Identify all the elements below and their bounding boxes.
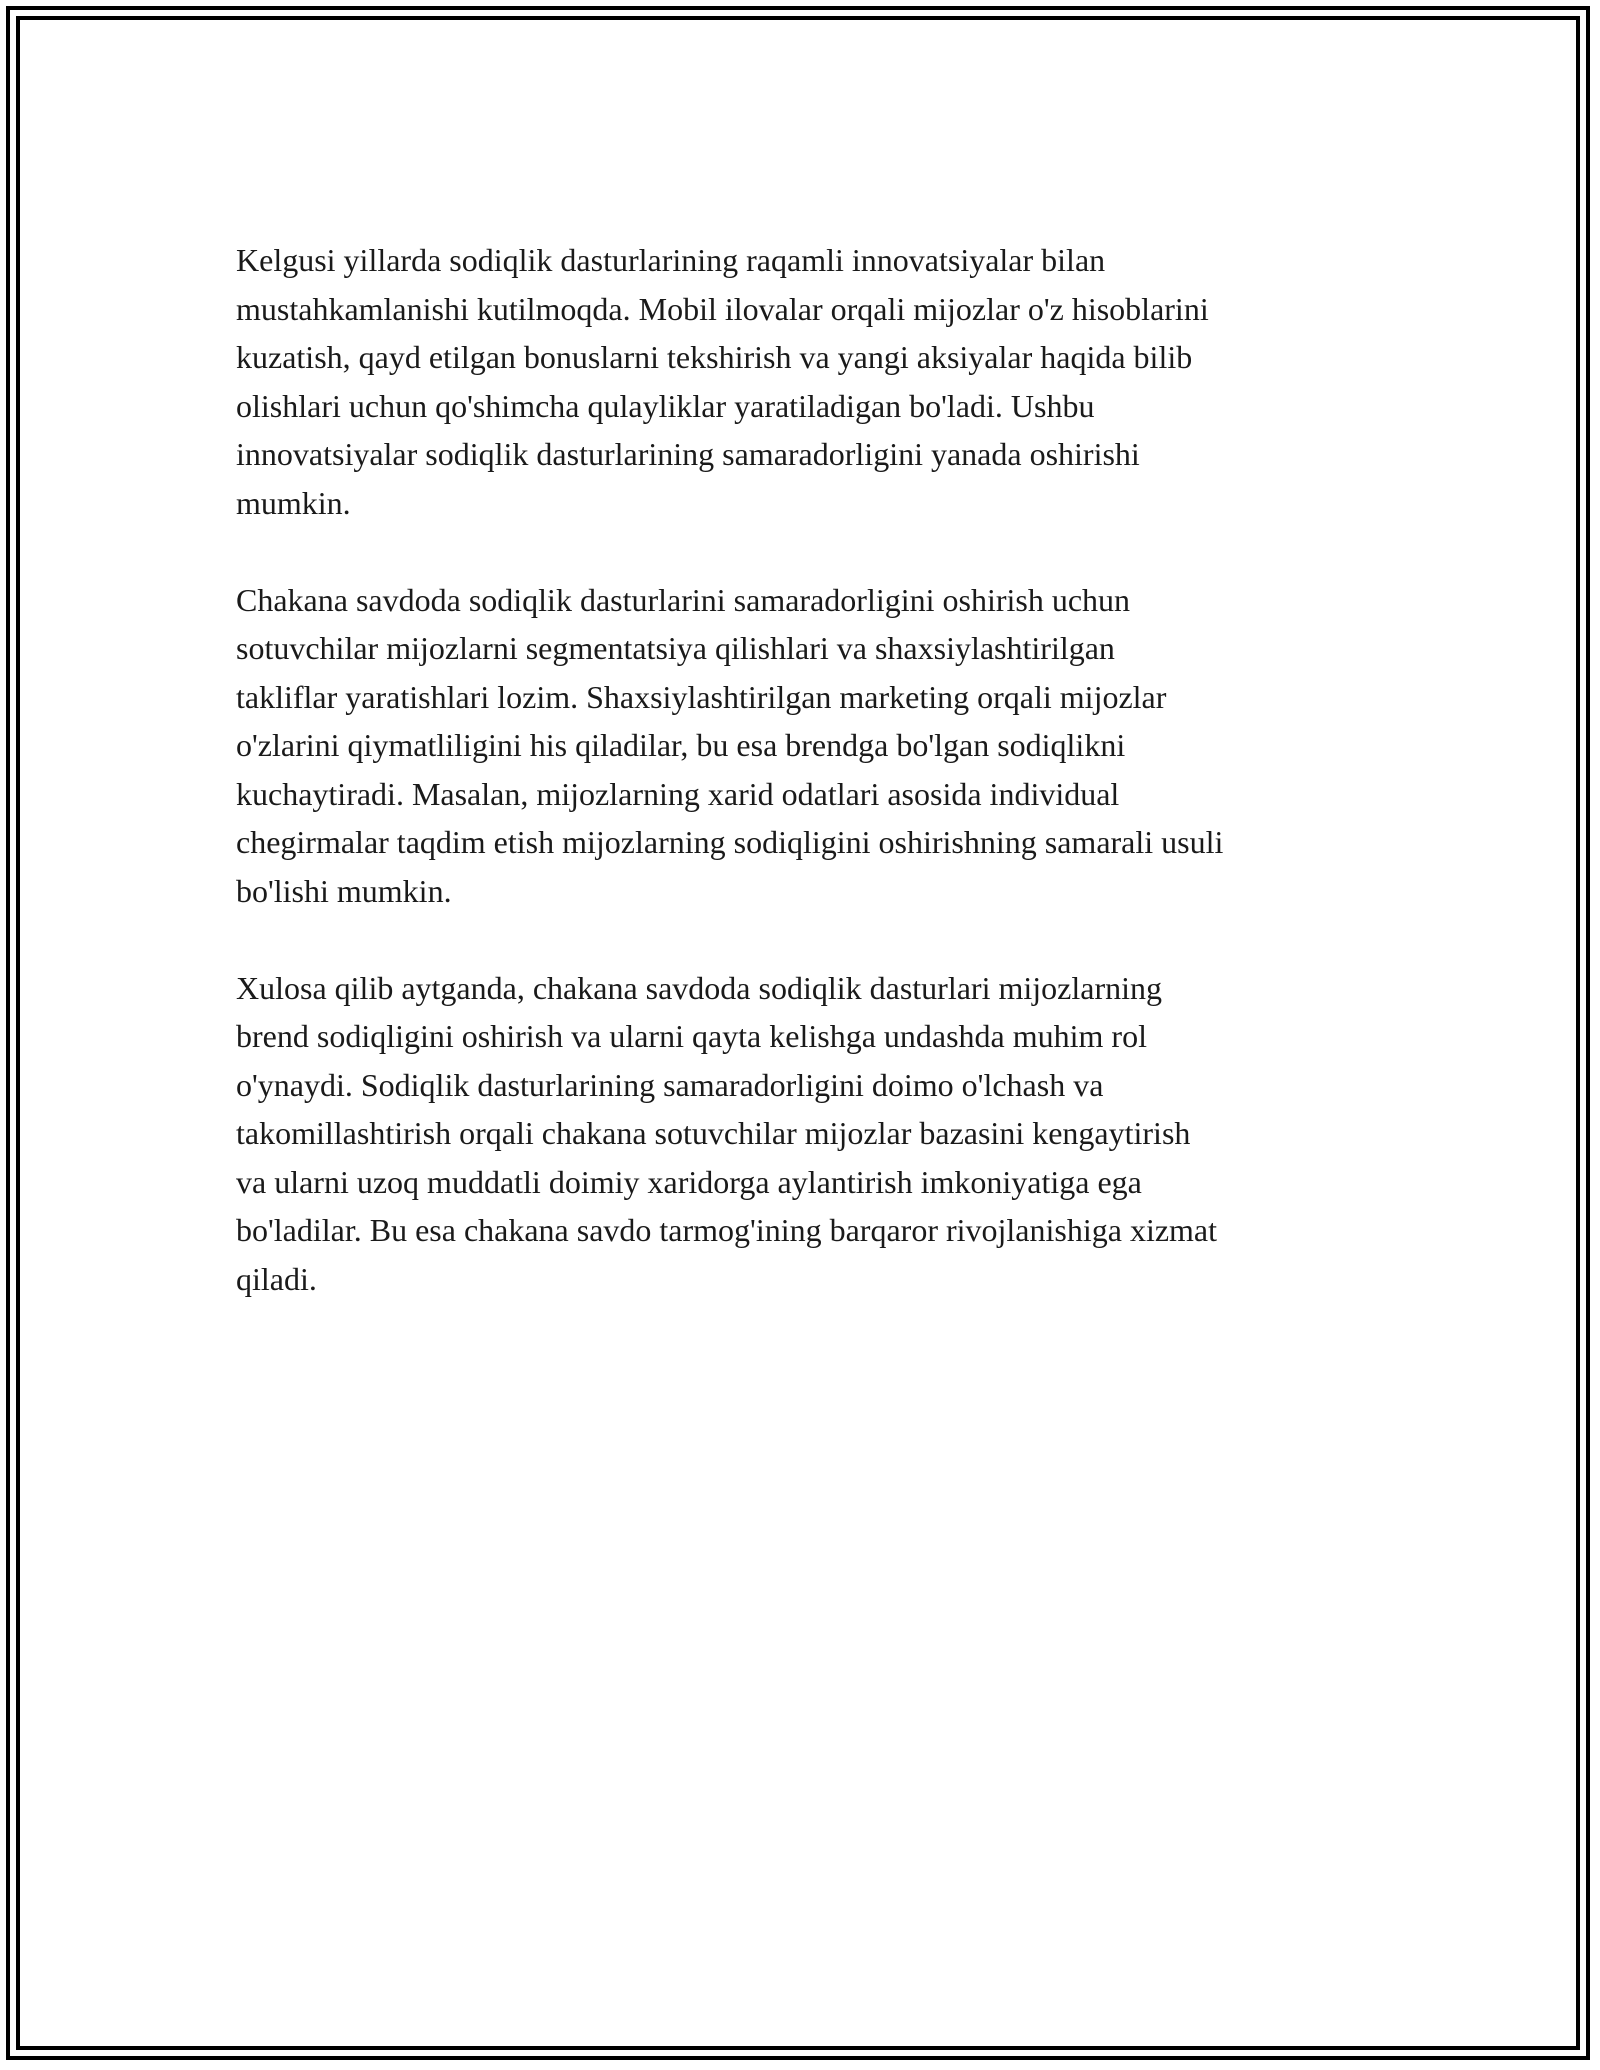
document-body [236,236,1376,1352]
paragraph-2: Chakana savdoda sodiqlik dasturlarini samaradorligini oshirish uchun sotuvchilar mijozlarni segmentatsiya qilishlari va shaxsiylashtirilgan takliflar yaratishlari lozim. Shaxsiylashtirilgan marketing orqali mijozlar o'zlarini qiymatliligini his qiladilar, bu esa brendga bo'lgan sodiqlikni kuchaytiradi. Masalan, mijozlarning xarid odatlari asosida individual chegirmalar taqdim etish mijozlarning sodiqligini oshirishning samarali usuli bo'lishi mumkin. [236,581,1224,909]
paragraph-3: Xulosa qilib aytganda, chakana savdoda sodiqlik dasturlari mijozlarning brend sodiqligini oshirish va ularni qayta kelishga undashda muhim rol o'ynaydi. Sodiqlik dasturlarining samaradorligini doimo o'lchash va takomillashtirish orqali chakana sotuvchilar mijozlar bazasini kengaytirish va ularni uzoq muddatli doimiy xaridorga aylantirish imkoniyatiga ega bo'ladilar. Bu esa chakana savdo tarmog'ining barqaror rivojlanishiga xizmat qiladi. [236,969,1218,1297]
paragraph-1: Kelgusi yillarda sodiqlik dasturlarining raqamli innovatsiyalar bilan mustahkamlanishi kutilmoqda. Mobil ilovalar orqali mijozlar o'z hisoblarini kuzatish, qayd etilgan bonuslarni tekshirish va yangi aksiyalar haqida bilib olishlari uchun qo'shimcha qulayliklar yaratiladigan bo'ladi. Ushbu innovatsiyalar sodiqlik dasturlarining samaradorligini yanada oshirishi mumkin. [236,242,1209,521]
